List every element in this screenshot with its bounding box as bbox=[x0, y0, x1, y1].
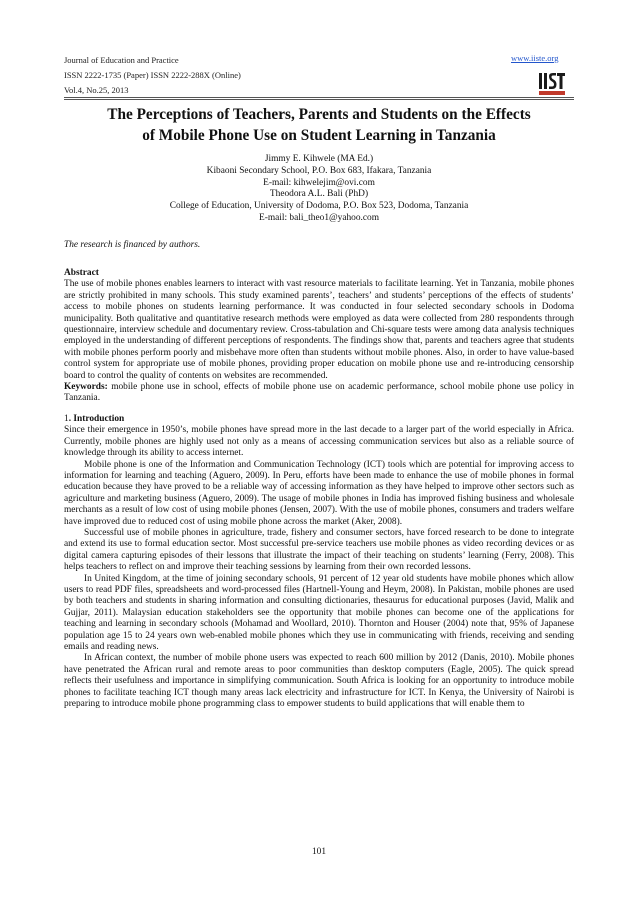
header-rule-bottom bbox=[64, 99, 574, 100]
intro-paragraph-3: Successful use of mobile phones in agriculture, trade, fishery and consumer sectors, have forced research to be done to integrate and extend its use to formal education sector. Most successful pre-service teachers use mobile phones as video recording devices or as digital camera capturing episodes of their lessons that illustrate the impact of their teaching on students’ learning (Ferry, 2008). This helps teachers to reflect on and improve their teaching sessions by learning from their own recorded lessons. bbox=[64, 527, 574, 573]
journal-url-link[interactable]: www.iiste.org bbox=[511, 53, 559, 63]
keywords-text: mobile phone use in school, effects of mobile phone use on academic performance, school mobile phone use policy in Tanzania. bbox=[64, 382, 574, 404]
journal-issn: ISSN 2222-1735 (Paper) ISSN 2222-288X (Online) bbox=[64, 70, 241, 80]
header-rule-top bbox=[64, 97, 574, 98]
author-1-affiliation: Kibaoni Secondary School, P.O. Box 683, Ifakara, Tanzania bbox=[206, 165, 432, 176]
intro-paragraph-5: In African context, the number of mobile phone users was expected to reach 600 million by 2012 (Danis, 2010). Mobile phones have penetrated the African rural and remote areas to poor communities than desktop computers (Eagle, 2005). The quick spread reflects their usefulness and importance in simplifying communication. South Africa is looking for an opportunity to introduce mobile phones to facilitate teaching ICT though many areas lack electricity and infrastructure for ICT. In Kenya, the University of Nairobi is preparing to introduce mobile phone programming class to empower students to build applications that will enable them to bbox=[64, 653, 574, 710]
iiste-logo bbox=[537, 70, 567, 96]
author-2-affiliation: College of Education, University of Dodoma, P.O. Box 523, Dodoma, Tanzania bbox=[169, 201, 469, 212]
paper-body bbox=[64, 268, 574, 710]
keywords bbox=[64, 382, 574, 405]
journal-volume: Vol.4, No.25, 2013 bbox=[64, 85, 129, 95]
intro-paragraph-4: In United Kingdom, at the time of joining secondary schools, 91 percent of 12 year old students have mobile phones which allow users to read PDF files, spreadsheets and word-processed files (Hartnell-Young and Heym, 2008). In Pakistan, mobile phones are used by both teachers and students in sharing information and consulting dictionaries, thesaurus for educational purposes (Javid, Malik and Gujjar, 2011). Malaysian education stakeholders see the opportunity that mobile phones can become one of the applications for teaching and learning in secondary schools (Mohamad and Woollard, 2010). Thornton and Houser (2004) note that, 95% of Japanese population age 15 to 24 years own web-enabled mobile phones which they use in communicating with friends, receiving and sending emails and reading news. bbox=[64, 573, 574, 652]
paper-title-line-1: The Perceptions of Teachers, Parents and Students on the Effects bbox=[107, 106, 531, 123]
journal-header bbox=[64, 53, 241, 98]
funding-note: The research is financed by authors. bbox=[64, 240, 201, 250]
keywords-label: Keywords: bbox=[64, 382, 108, 393]
author-1-name: Jimmy E. Kihwele (MA Ed.) bbox=[264, 154, 374, 164]
paper-title-line-2: of Mobile Phone Use on Student Learning in Tanzania bbox=[142, 127, 496, 144]
intro-paragraph-1: Since their emergence in 1950’s, mobile phones have spread more in the last decade to a larger part of the world especially in Africa. Currently, mobile phones are highly used not only as a means of accessing communication services but also as a reliable source of knowledge through its ability to access internet. bbox=[64, 425, 574, 459]
section-1-heading bbox=[64, 414, 574, 425]
abstract-heading: Abstract bbox=[64, 268, 99, 278]
journal-name: Journal of Education and Practice bbox=[64, 55, 179, 65]
section-1-title: . Introduction bbox=[68, 413, 125, 424]
page-number: 101 bbox=[311, 847, 327, 857]
intro-paragraph-2: Mobile phone is one of the Information and Communication Technology (ICT) tools which are potential for improving access to information for learning and teaching (Aguero, 2009). In Peru, efforts have been made to enhance the use of mobile phones in formal education because they have proved to be a reliable way of accessing information as they have helped to improve other sectors such as agriculture and marketing business (Aguero, 2009). The usage of mobile phones in India has improved fishing business and wholesale merchants as a result of low cost of using mobile phones (Jensen, 2007). With the use of mobile phones, consumers and traders welfare have improved due to reduced cost of using mobile phone across the market (Aker, 2008). bbox=[64, 459, 574, 527]
abstract-text: The use of mobile phones enables learners to interact with vast resource materials to facilitate learning. Yet in Tanzania, mobile phones are strictly prohibited in many schools. This study examined parents’, teachers’ and students’ perceptions of the effects of students’ access to mobile phones on students learning performance. It was conducted in four selected secondary schools in Dodoma municipality. Both qualitative and quantitative research methods were employed as data were collected from 280 respondents through questionnaire, interview schedule and documentary review. Cross-tabulation and Chi-square tests were among data analysis techniques employed in the understanding of different perceptions of respondents. The findings show that, parents and teachers agree that students with mobile phones perform poorly and misbehave more often than students without mobile phones. Also, in order to have value-based control system for appropriate use of mobile phones, providing proper education on mobile phone use and re-introducing censorship board to control the quality of contents on websites are recommended. bbox=[64, 279, 574, 381]
author-2-email: E-mail: bali_theo1@yahoo.com bbox=[258, 212, 380, 223]
section-1-number: 1 bbox=[64, 413, 69, 424]
paper-title bbox=[64, 104, 574, 146]
author-block bbox=[64, 154, 574, 225]
author-2-name: Theodora A.L. Bali (PhD) bbox=[269, 189, 369, 200]
author-1-email: E-mail: kihwelejim@ovi.com bbox=[263, 177, 375, 188]
